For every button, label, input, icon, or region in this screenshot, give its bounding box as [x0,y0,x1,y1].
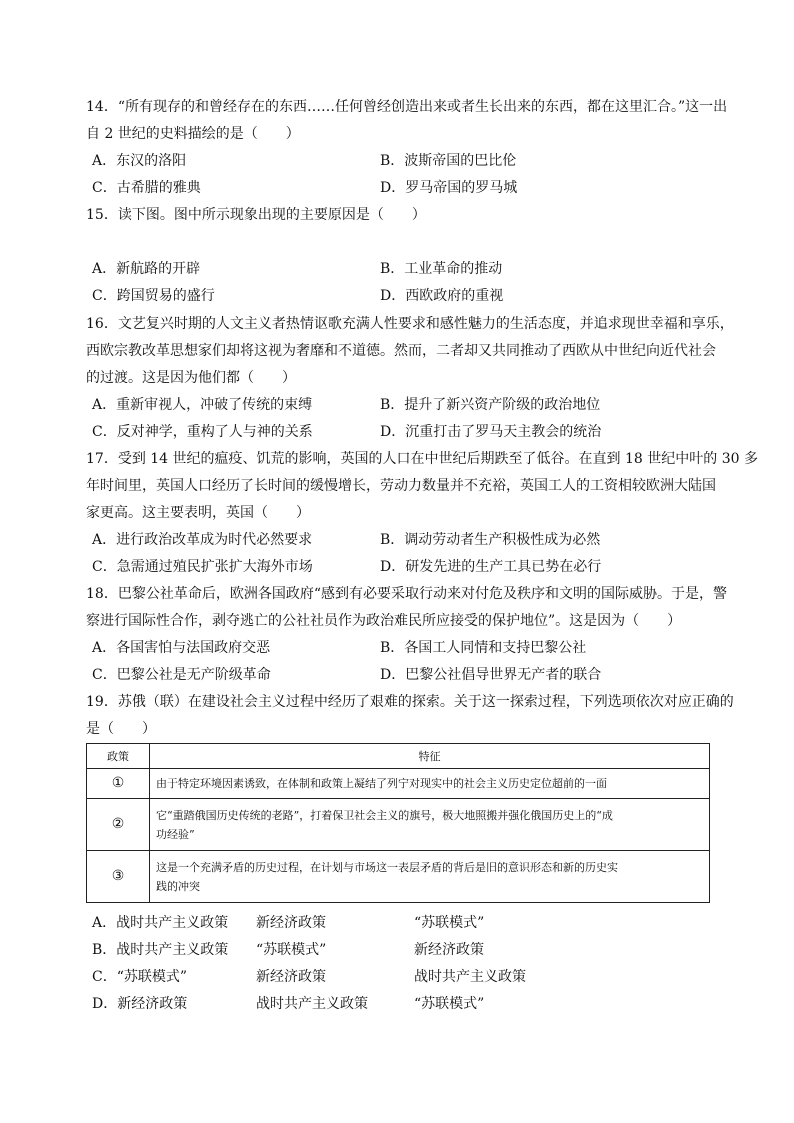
row-feature-line2: 践的冲突 [156,879,200,893]
table-row [87,769,710,799]
q18-option-d: D．巴黎公社倡导世界无产者的联合 [380,667,602,683]
q16-stem-line2: 西欧宗教改革思想家们却将这视为奢靡和不道德。然而，二者却又共同推动了西欧从中世纪向近代社会 [86,343,716,359]
q18-option-a: A．各国害怕与法国政府交恶 [92,640,271,656]
q16-stem-line1: 16．文艺复兴时期的人文主义者热情讴歌充满人性要求和感性魅力的生活态度，并追求现世幸福和享乐， [86,316,734,332]
q16-stem-line3: 的过渡。这是因为他们都（ ） [86,370,296,386]
q19-option-b-col3: 新经济政策 [414,942,484,958]
q18-option-b: B．各国工人同情和支持巴黎公社 [380,640,587,656]
q19-option-a-col3: “苏联模式” [414,915,485,931]
q17-option-c: C．急需通过殖民扩张扩大海外市场 [92,559,313,575]
q17-stem-line1: 17．受到 14 世纪的瘟疫、饥荒的影响，英国的人口在中世纪后期跌至了低谷。在直到 18 世纪中叶的 30 多 [86,451,758,467]
q17-option-d: D．研发先进的生产工具已势在必行 [380,559,602,575]
q19-option-b-col2: “苏联模式” [256,942,327,958]
q15-stem-line1: 15．读下图。图中所示现象出现的主要原因是（ ） [86,207,426,223]
table-header-row [87,744,710,769]
q19-option-c-col2: 新经济政策 [256,969,326,985]
q14-stem-line2: 自 2 世纪的史料描绘的是（ ） [86,126,300,142]
q19-option-d-col2: 战时共产主义政策 [256,996,368,1012]
q14-option-c: C．古希腊的雅典 [92,180,201,196]
row-feature-line1: 它“重踏俄国历史传统的老路”，打着保卫社会主义的旗号，极大地照搬并强化俄国历史上的“成 [156,808,613,822]
q17-option-a: A．进行政治改革成为时代必然要求 [92,532,313,548]
q18-option-c: C．巴黎公社是无产阶级革命 [92,667,271,683]
q15-option-c: C．跨国贸易的盛行 [92,288,215,304]
q19-option-d-col1: D．新经济政策 [92,996,188,1012]
q15-option-a: A．新航路的开辟 [92,261,201,277]
q14-option-d: D．罗马帝国的罗马城 [380,180,518,196]
row-mark: ② [87,799,150,851]
table-row [87,851,710,903]
table-header-policy: 政策 [87,744,150,769]
q17-stem-line2: 年时间里，英国人口经历了长时间的缓慢增长，劳动力数量并不充裕，英国工人的工资相较欧洲大陆国 [86,478,716,494]
q17-option-b: B．调动劳动者生产积极性成为必然 [380,532,601,548]
q19-option-c-col1: C．“苏联模式” [92,969,188,985]
q15-option-d: D．西欧政府的重视 [380,288,504,304]
q19-option-c-col3: 战时共产主义政策 [414,969,526,985]
q19-option-b-col1: B．战时共产主义政策 [92,942,229,958]
q19-stem-line2: 是（ ） [86,721,156,737]
row-mark: ③ [87,851,150,903]
table-row [87,799,710,851]
q18-stem-line1: 18．巴黎公社革命后，欧洲各国政府“感到有必要采取行动来对付危及秩序和文明的国际威胁。于是，警 [86,586,727,602]
q19-option-a-col1: A．战时共产主义政策 [92,915,229,931]
q16-option-c: C．反对神学，重构了人与神的关系 [92,424,313,440]
q18-stem-line2: 察进行国际性合作，剥夺逃亡的公社社员作为政治难民所应接受的保护地位”。这是因为（ ） [86,613,682,629]
q16-option-d: D．沉重打击了罗马天主教会的统治 [380,424,602,440]
q14-option-b: B．波斯帝国的巴比伦 [380,153,517,169]
q19-stem-line1: 19．苏俄（联）在建设社会主义过程中经历了艰难的探索。关于这一探索过程，下列选项依次对应正确的 [86,694,734,710]
row-feature [150,799,710,851]
q19-option-a-col2: 新经济政策 [256,915,326,931]
row-mark: ① [87,769,150,799]
q17-stem-line3: 家更高。这主要表明，英国（ ） [86,505,310,521]
row-feature-line1: 这是一个充满矛盾的历史过程，在计划与市场这一表层矛盾的背后是旧的意识形态和新的历史实 [156,860,618,874]
q14-option-a: A．东汉的洛阳 [92,153,187,169]
table-header-feature: 特征 [150,744,710,769]
row-feature: 由于特定环境因素诱致，在体制和政策上凝结了列宁对现实中的社会主义历史定位超前的一面 [150,769,710,799]
policy-table [86,743,710,903]
q19-option-d-col3: “苏联模式” [414,996,485,1012]
q16-option-b: B．提升了新兴资产阶级的政治地位 [380,397,601,413]
row-feature [150,851,710,903]
q15-option-b: B．工业革命的推动 [380,261,503,277]
row-feature-line2: 功经验” [156,827,195,841]
q14-stem-line1: 14．“所有现存的和曾经存在的东西……任何曾经创造出来或者生长出来的东西，都在这里汇合。”这一出 [86,99,728,115]
q16-option-a: A．重新审视人，冲破了传统的束缚 [92,397,313,413]
